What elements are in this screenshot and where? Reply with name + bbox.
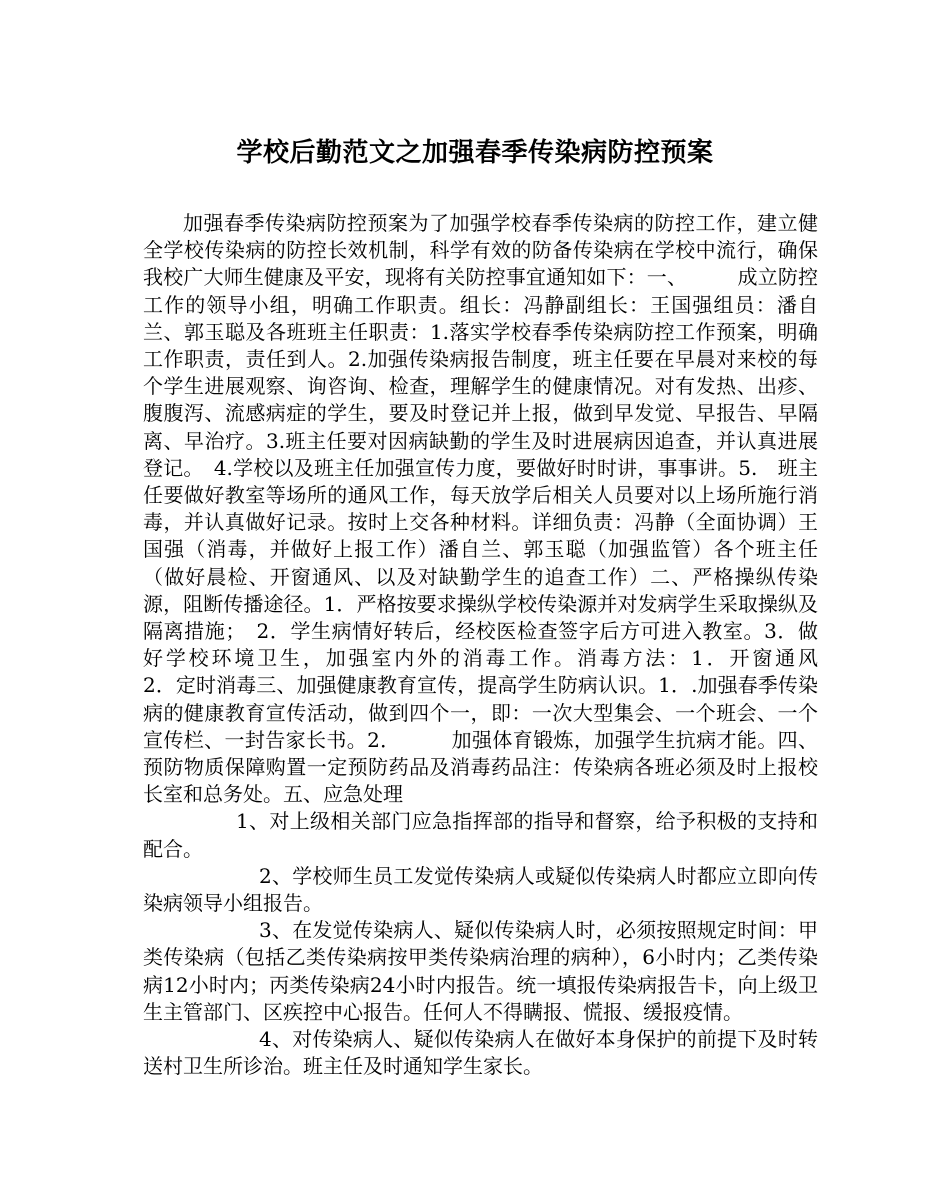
document-title: 学校后勤范文之加强春季传染病防控预案 [236, 138, 714, 168]
emergency-item-2: 2、学校师生员工发觉传染病人或疑似传染病人时都应立即向传染病领导小组报告。 [143, 863, 818, 916]
emergency-item-1: 1、对上级相关部门应急指挥部的指导和督察，给予积极的支持和配合。 [143, 809, 818, 861]
intro-paragraph: 加强春季传染病防控预案为了加强学校春季传染病的防控工作，建立健全学校传染病的防控长效机制，科学有效的防备传染病在学校中流行，确保我校广大师生健康及平安，现将有关防控事宜通知如下：一、 成立防控工作的领导小组，明确工作职责。组长：冯静副组长：王国强组员：潘自兰、郭玉聪及各班班主任职责：1.落实学校春季传染病防控工作预案，明确工作职责，责任到人。2.加强传染病报告制度，班主任要在早晨对来校的每个学生进展观察、询咨询、检查，理解学生的健康情况。对有发热、出疹、腹腹泻、流感病症的学生，要及时登记并上报，做到早发觉、早报告、早隔离、早治疗。3.班主任要对因病缺勤的学生及时进展病因追查，并认真进展登记。 4.学校以及班主任加强宣传力度，要做好时时讲，事事讲。5. 班主任要做好教室等场所的通风工作，每天放学后相关人员要对以上场所施行消毒，并认真做好记录。按时上交各种材料。详细负责：冯静（全面协调）王国强（消毒，并做好上报工作）潘自兰、郭玉聪（加强监管）各个班主任（做好晨检、开窗通风、以及对缺勤学生的追查工作）二、严格操纵传染源，阻断传播途径。1．严格按要求操纵学校传染源并对发病学生采取操纵及隔离措施； 2．学生病情好转后，经校医检查签字后方可进入教室。3．做好学校环境卫生，加强室内外的消毒工作。消毒方法：1．开窗通风 2．定时消毒三、加强健康教育宣传，提高学生防病认识。1．.加强春季传染病的健康教育宣传活动，做到四个一，即：一次大型集会、一个班会、一个宣传栏、一封告家长书。2． 加强体育锻炼，加强学生抗病才能。四、预防物质保障购置一定预防药品及消毒药品注：传染病各班必须及时上报校长室和总务处。五、应急处理 [143, 211, 898, 807]
emergency-item-4: 4、对传染病人、疑似传染病人在做好本身保护的前提下及时转送村卫生所诊治。班主任及时通知学生家长。 [143, 1027, 818, 1079]
document-body [143, 210, 898, 1081]
emergency-item-3: 3、在发觉传染病人、疑似传染病人时，必须按照规定时间：甲类传染病（包括乙类传染病按甲类传染病治理的病种），6小时内；乙类传染病12小时内；丙类传染病24小时内报告。统一填报传染病报告卡，向上级卫生主管部门、区疾控中心报告。任何人不得瞒报、慌报、缓报疫情。 [143, 918, 818, 1024]
